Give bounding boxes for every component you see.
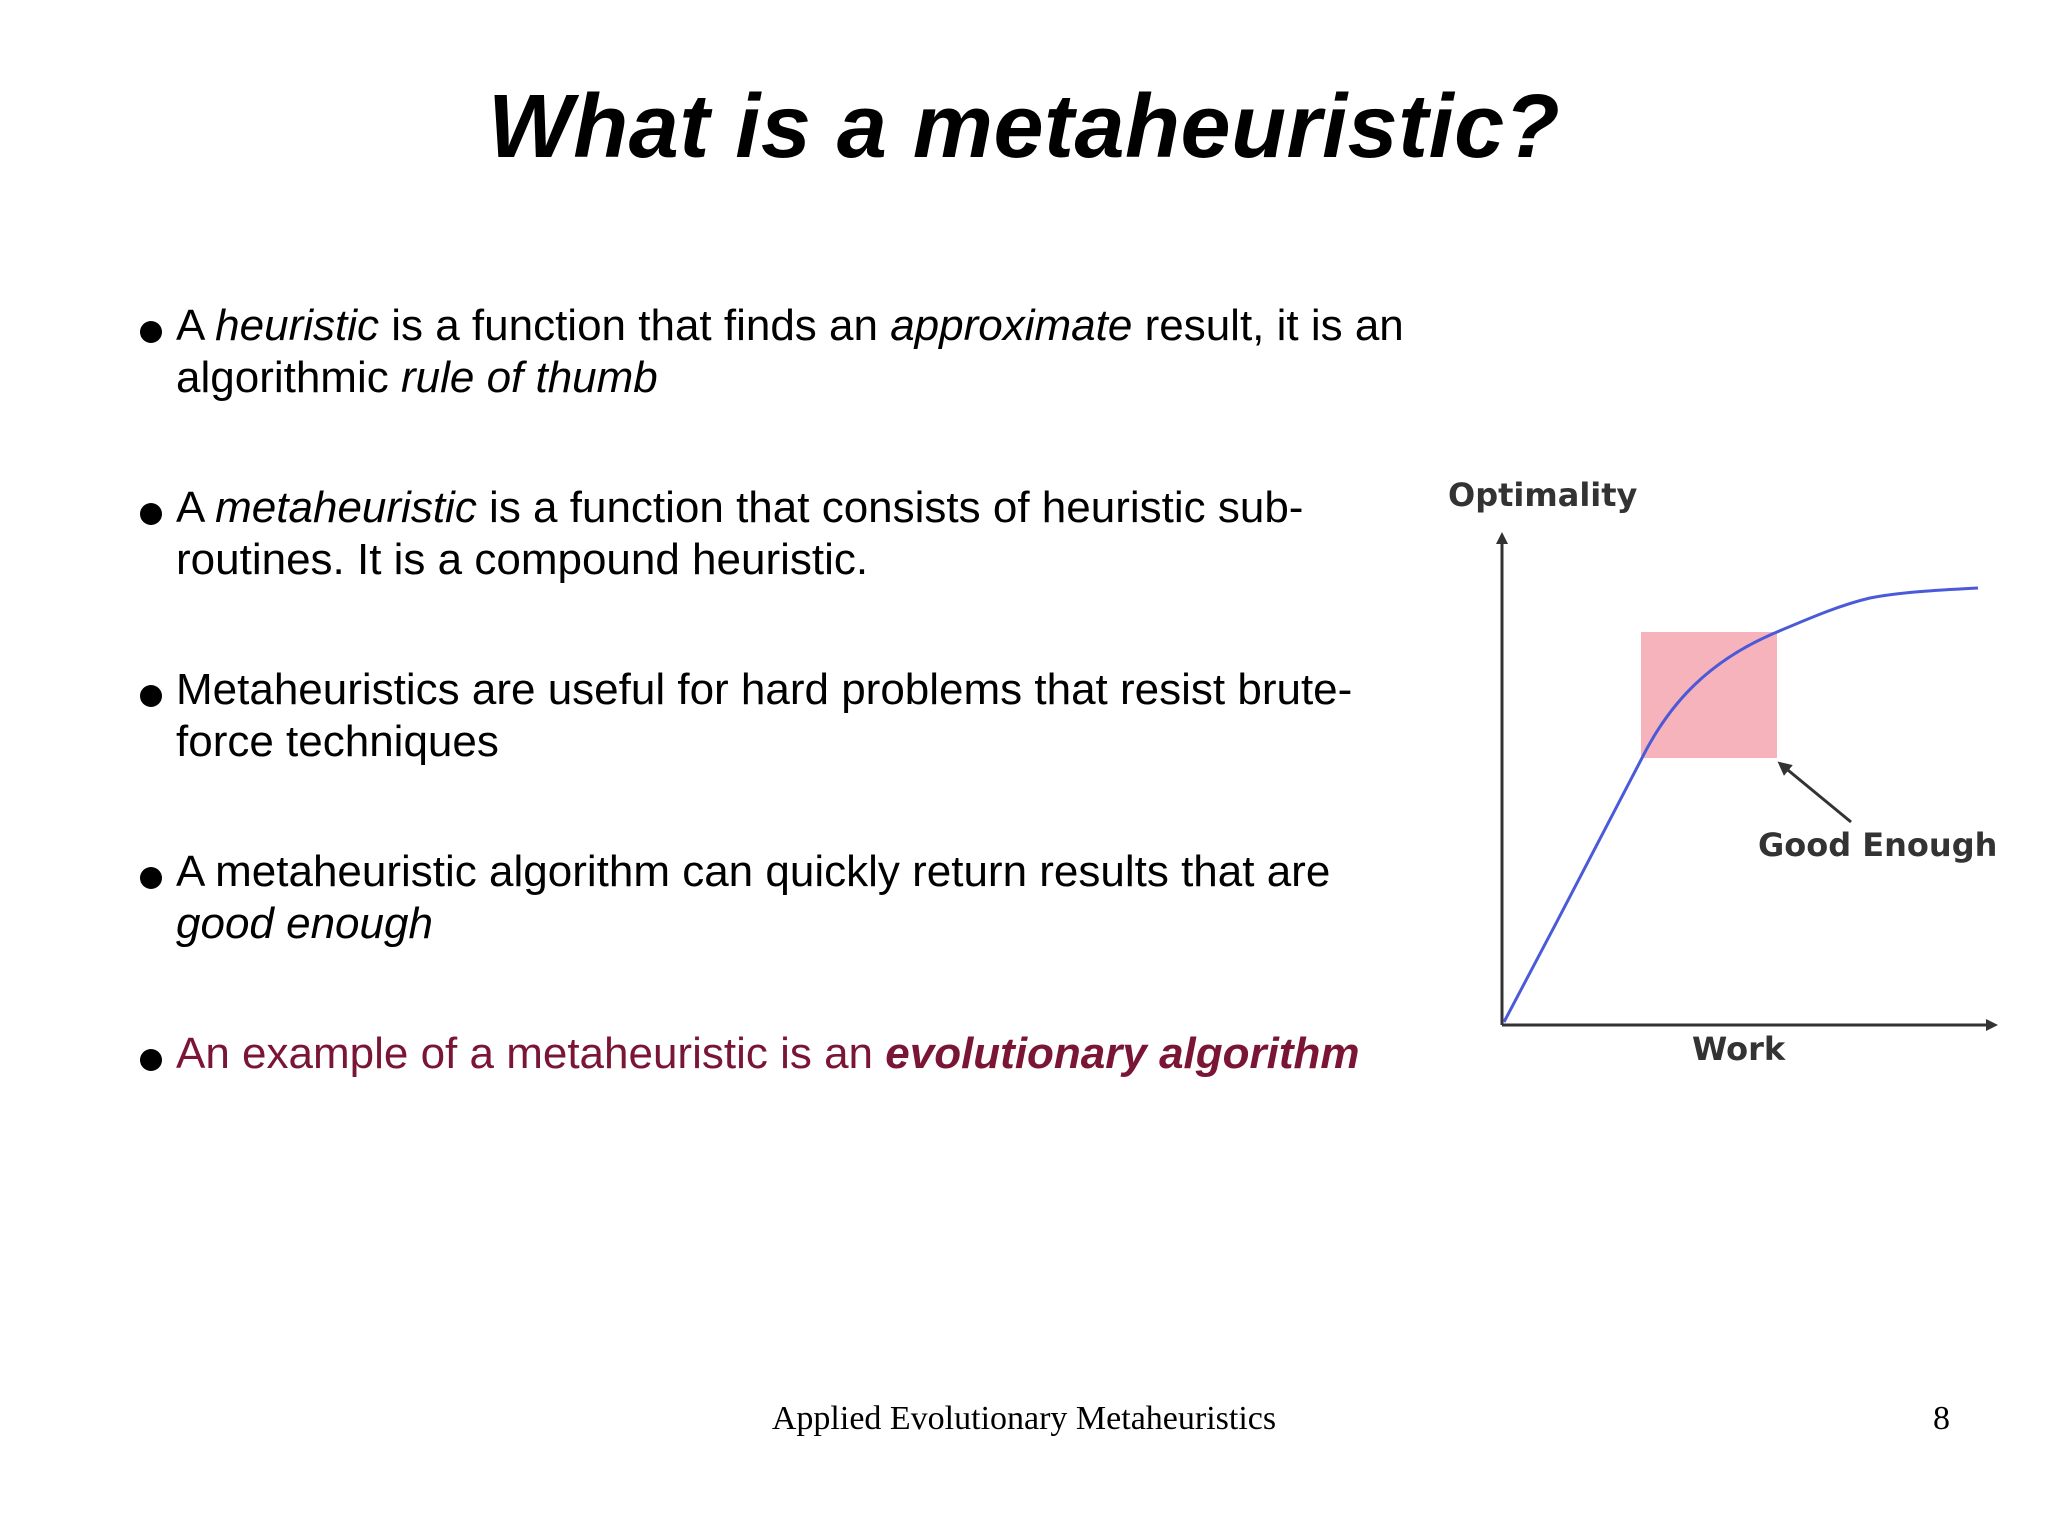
- bullet-item: [140, 1028, 1440, 1080]
- bullet-item: [140, 300, 1440, 404]
- good-enough-region: [1641, 632, 1777, 758]
- bullet-text: [176, 483, 1303, 584]
- bullet-text-run: approximate: [890, 301, 1133, 350]
- bullet-text-run: An example of a metaheuristic is an: [176, 1029, 886, 1078]
- slide-title: What is a metaheuristic?: [487, 77, 1561, 177]
- bullet-dot: [140, 321, 162, 343]
- bullet-text-run: A: [176, 483, 216, 532]
- bullet-list: [140, 300, 1440, 1158]
- annotation-arrow: [1783, 766, 1851, 822]
- bullet-text: [176, 1029, 1360, 1078]
- bullet-text-run: is a function that consists of heuristic sub-routines. It is a compound heuristic.: [176, 483, 1304, 584]
- bullet-text-run: heuristic: [215, 301, 379, 350]
- optimality-work-figure: [1430, 470, 2030, 1090]
- bullet-dot: [140, 867, 162, 889]
- bullet-text-run: metaheuristic: [215, 483, 477, 532]
- bullet-text-run: is a function that finds an: [379, 301, 891, 350]
- bullet-dot: [140, 1049, 162, 1071]
- bullet-item: [140, 664, 1440, 768]
- bullet-item: [140, 482, 1440, 586]
- footer-text: Applied Evolutionary Metaheuristics: [771, 1400, 1277, 1437]
- bullet-text: [176, 301, 1404, 402]
- x-axis-label: Work: [1692, 1030, 1786, 1068]
- page-number: 8: [1933, 1400, 1950, 1437]
- bullet-item: [140, 846, 1440, 950]
- bullet-dot: [140, 685, 162, 707]
- bullet-text-run: evolutionary algorithm: [885, 1029, 1360, 1078]
- figure-graphic: [1430, 470, 2030, 1090]
- bullet-text-run: A metaheuristic algorithm can quickly return results that are: [176, 847, 1331, 896]
- bullet-dot: [140, 503, 162, 525]
- bullet-text: [176, 847, 1330, 948]
- bullet-text-run: result, it is an algorithmic: [176, 301, 1404, 402]
- bullet-text-run: good enough: [176, 899, 433, 948]
- bullet-text: [176, 665, 1352, 766]
- bullet-text-run: rule of thumb: [400, 353, 658, 402]
- y-axis-label: Optimality: [1448, 476, 1638, 514]
- bullet-text-run: Metaheuristics are useful for hard problems that resist brute-force techniques: [176, 665, 1353, 766]
- good-enough-label: Good Enough: [1758, 826, 1998, 864]
- bullet-text-run: A: [176, 301, 216, 350]
